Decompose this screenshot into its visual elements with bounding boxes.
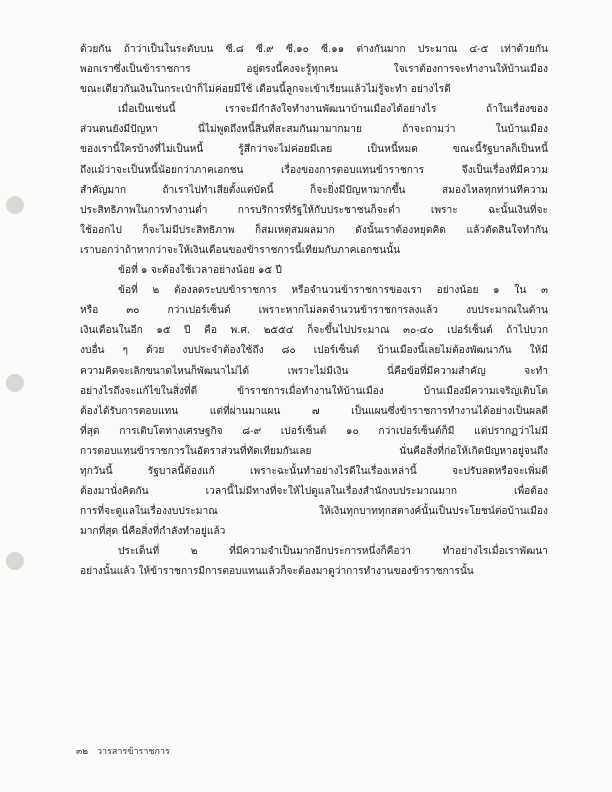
text-line: ทุกวันนี้ รัฐบาลนี้ต้องแก้ เพราะฉะนั้นทำอย่างไรดีในเรื่องเหล่านี้ จะปรับลดหรือจะเพิ่มดี (80, 465, 548, 477)
text-line: สำคัญมาก ถ้าเราไปทำเสียตั้งแต่บัดนี้ ก็จะยิ่งมีปัญหามากขึ้น สมองไหลทุกท่านทีความ (80, 184, 548, 196)
punch-hole-mark (6, 552, 24, 570)
punch-hole-mark (6, 196, 24, 214)
publication-title: วารสารข้าราชการ (96, 747, 170, 757)
text-line: หรือ ๓๐ กว่าเปอร์เซ็นต์ เพราะหากไม่ลดจำนวนข้าราชการลงแล้ว งบประมาณในด้าน (80, 305, 548, 317)
text-line: ประสิทธิภาพในการทำงานต่ำ การบริการที่รัฐให้กับประชาชนก็จะต่ำ เพราะ ฉะนั้นเงินที่จะ (80, 204, 548, 216)
text-line: เราบอกว่าถ้าหากว่าจะให้เงินเดือนของข้าราชการนี้เทียมกับภาคเอกชนนั้น (80, 244, 401, 256)
paragraph (80, 261, 548, 281)
text-line: ถึงแม้ว่าจะเป็นหนี้น้อยกว่าภาคเอกชน เรื่องของการตอบแทนข้าราชการ จึงเป็นเรื่องที่มีความ (80, 164, 548, 176)
text-line: มากที่สุด นี่คือสิ่งที่กำลังทำอยู่แล้ว (80, 526, 226, 538)
paragraph (80, 281, 548, 542)
paragraph (80, 542, 548, 582)
page-number: ๓๒ (76, 747, 89, 757)
text-line: ขณะเดียวกันเงินในกระเป๋าก็ไม่ค่อยมีใช้ เดือนนี้ลูกจะเข้าเรียนแล้วไม่รู้จะทำ อย่างไรดี (80, 84, 451, 96)
text-line: ด้วยกัน ถ้าว่าเป็นในระดับบน ซี.๘ ซี.๙ ซี.๑๐ ซี.๑๑ ต่างกันมาก ประมาณ ๔-๕ เท่าด้วยกัน (80, 44, 548, 55)
text-line: ใช้ออกไป ก็จะไม่มีประสิทธิภาพ ก็สมเหตุสมผลมาก ดังนั้นเราต้องหยุดคิด แล้วตัดสินใจทำกัน (80, 224, 548, 236)
text-line: ความคิดจะเลิกขนาดไหนก็พัฒนาไม่ได้ เพราะไม่มีเงิน นี่คือข้อที่มีความสำคัญ จะทำ (80, 365, 548, 377)
text-line: พอกเราซึ่งเป็นข้าราชการ อยู่ตรงนี้คงจะรู้ทุกคน ใจเราต้องการจะทำงานให้บ้านเมือง (80, 64, 548, 76)
text-line: ต้องมานั่งคิดกัน เวลานี้ไม่มีทางที่จะให้ไปดูแลในเรื่องสำนักงบประมาณมาก เพื่อต้อง (80, 486, 548, 498)
text-line: เงินเดือนในอีก ๑๕ ปี คือ พ.ศ. ๒๕๕๔ ก็จะขึ้นไปประมาณ ๓๐-๔๐ เปอร์เซ็นต์ ถ้าไปบวก (80, 325, 548, 337)
text-line: เมื่อเป็นเช่นนี้ เราจะมีกำลังใจทำงานพัฒนาบ้านเมืองได้อย่างไร ถ้าในเรื่องของ (118, 104, 548, 116)
punch-hole-mark (6, 374, 24, 392)
text-line: ข้อที่ ๑ จะต้องใช้เวลาอย่างน้อย ๑๕ ปี (118, 265, 282, 277)
paragraph (80, 100, 548, 261)
text-line: ประเด็นที่ ๒ ที่มีความจำเป็นมากอีกประการหนึ่งก็คือว่า ทำอย่างไรเมื่อเราพัฒนา (118, 546, 548, 558)
text-line: การที่จะดูแลในเรื่องงบประมาณ ให้เงินทุกบาททุกสตางค์นั้นเป็นประโยชน์ต่อบ้านเมือง (80, 506, 548, 518)
page-footer (76, 744, 170, 758)
body-text (80, 40, 548, 583)
text-line: ที่สุด การเติบโตทางเศรษฐกิจ ๘-๙ เปอร์เซ็นต์ ๑๐ กว่าเปอร์เซ็นต์ก็มี แต่ปรากฏว่าไม่มี (80, 425, 548, 437)
paragraph (80, 40, 548, 100)
text-line: ข้อที่ ๒ ต้องลดระบบข้าราชการ หรือจำนวนข้าราชการของเรา อย่างน้อย ๑ ใน ๓ (118, 285, 548, 297)
text-line: การตอบแทนข้าราชการในอัตราส่วนที่ทัดเทียมกันเลย นั่นคือสิ่งที่ก่อให้เกิดปัญหาอยู่จนถึง (80, 445, 548, 457)
text-line: ของเรานี้ใครบ้างที่ไม่เป็นหนี้ รู้สึกว่าจะไม่ค่อยมีเลย เป็นหนี้หมด ขณะนี้รัฐบาลก็เป็นหนี้ (80, 144, 548, 156)
text-line: อย่างไรถึงจะแก้ไขในสิ่งที่ดี ข้าราชการเมื่อทำงานให้บ้านเมือง บ้านเมืองมีความเจริญเติบโต (80, 385, 548, 397)
text-line: ต้องได้รับการตอบแทน แต่ที่ผ่านมาแผน ๗ เป็นแผนซึ่งข้าราชการทำงานได้อย่างเป็นผลดี (80, 405, 548, 417)
text-line: ส่วนตนยังมีปัญหา นี่ไม่พูดถึงหนี้สินที่สะสมกันมามากมาย ถ้าจะถามว่า ในบ้านเมือง (80, 124, 548, 136)
text-line: อย่างนั้นแล้ว ให้ข้าราชการมีการตอบแทนแล้วก็จะต้องมาดูว่าการทำงานของข้าราชการนั้น (80, 566, 474, 578)
text-line: งบอื่น ๆ ด้วย งบประจำต้องใช้ถึง ๘๐ เปอร์เซ็นต์ บ้านเมืองนี้เลยไม่ต้องพัฒนากัน ให้มี (80, 345, 548, 357)
